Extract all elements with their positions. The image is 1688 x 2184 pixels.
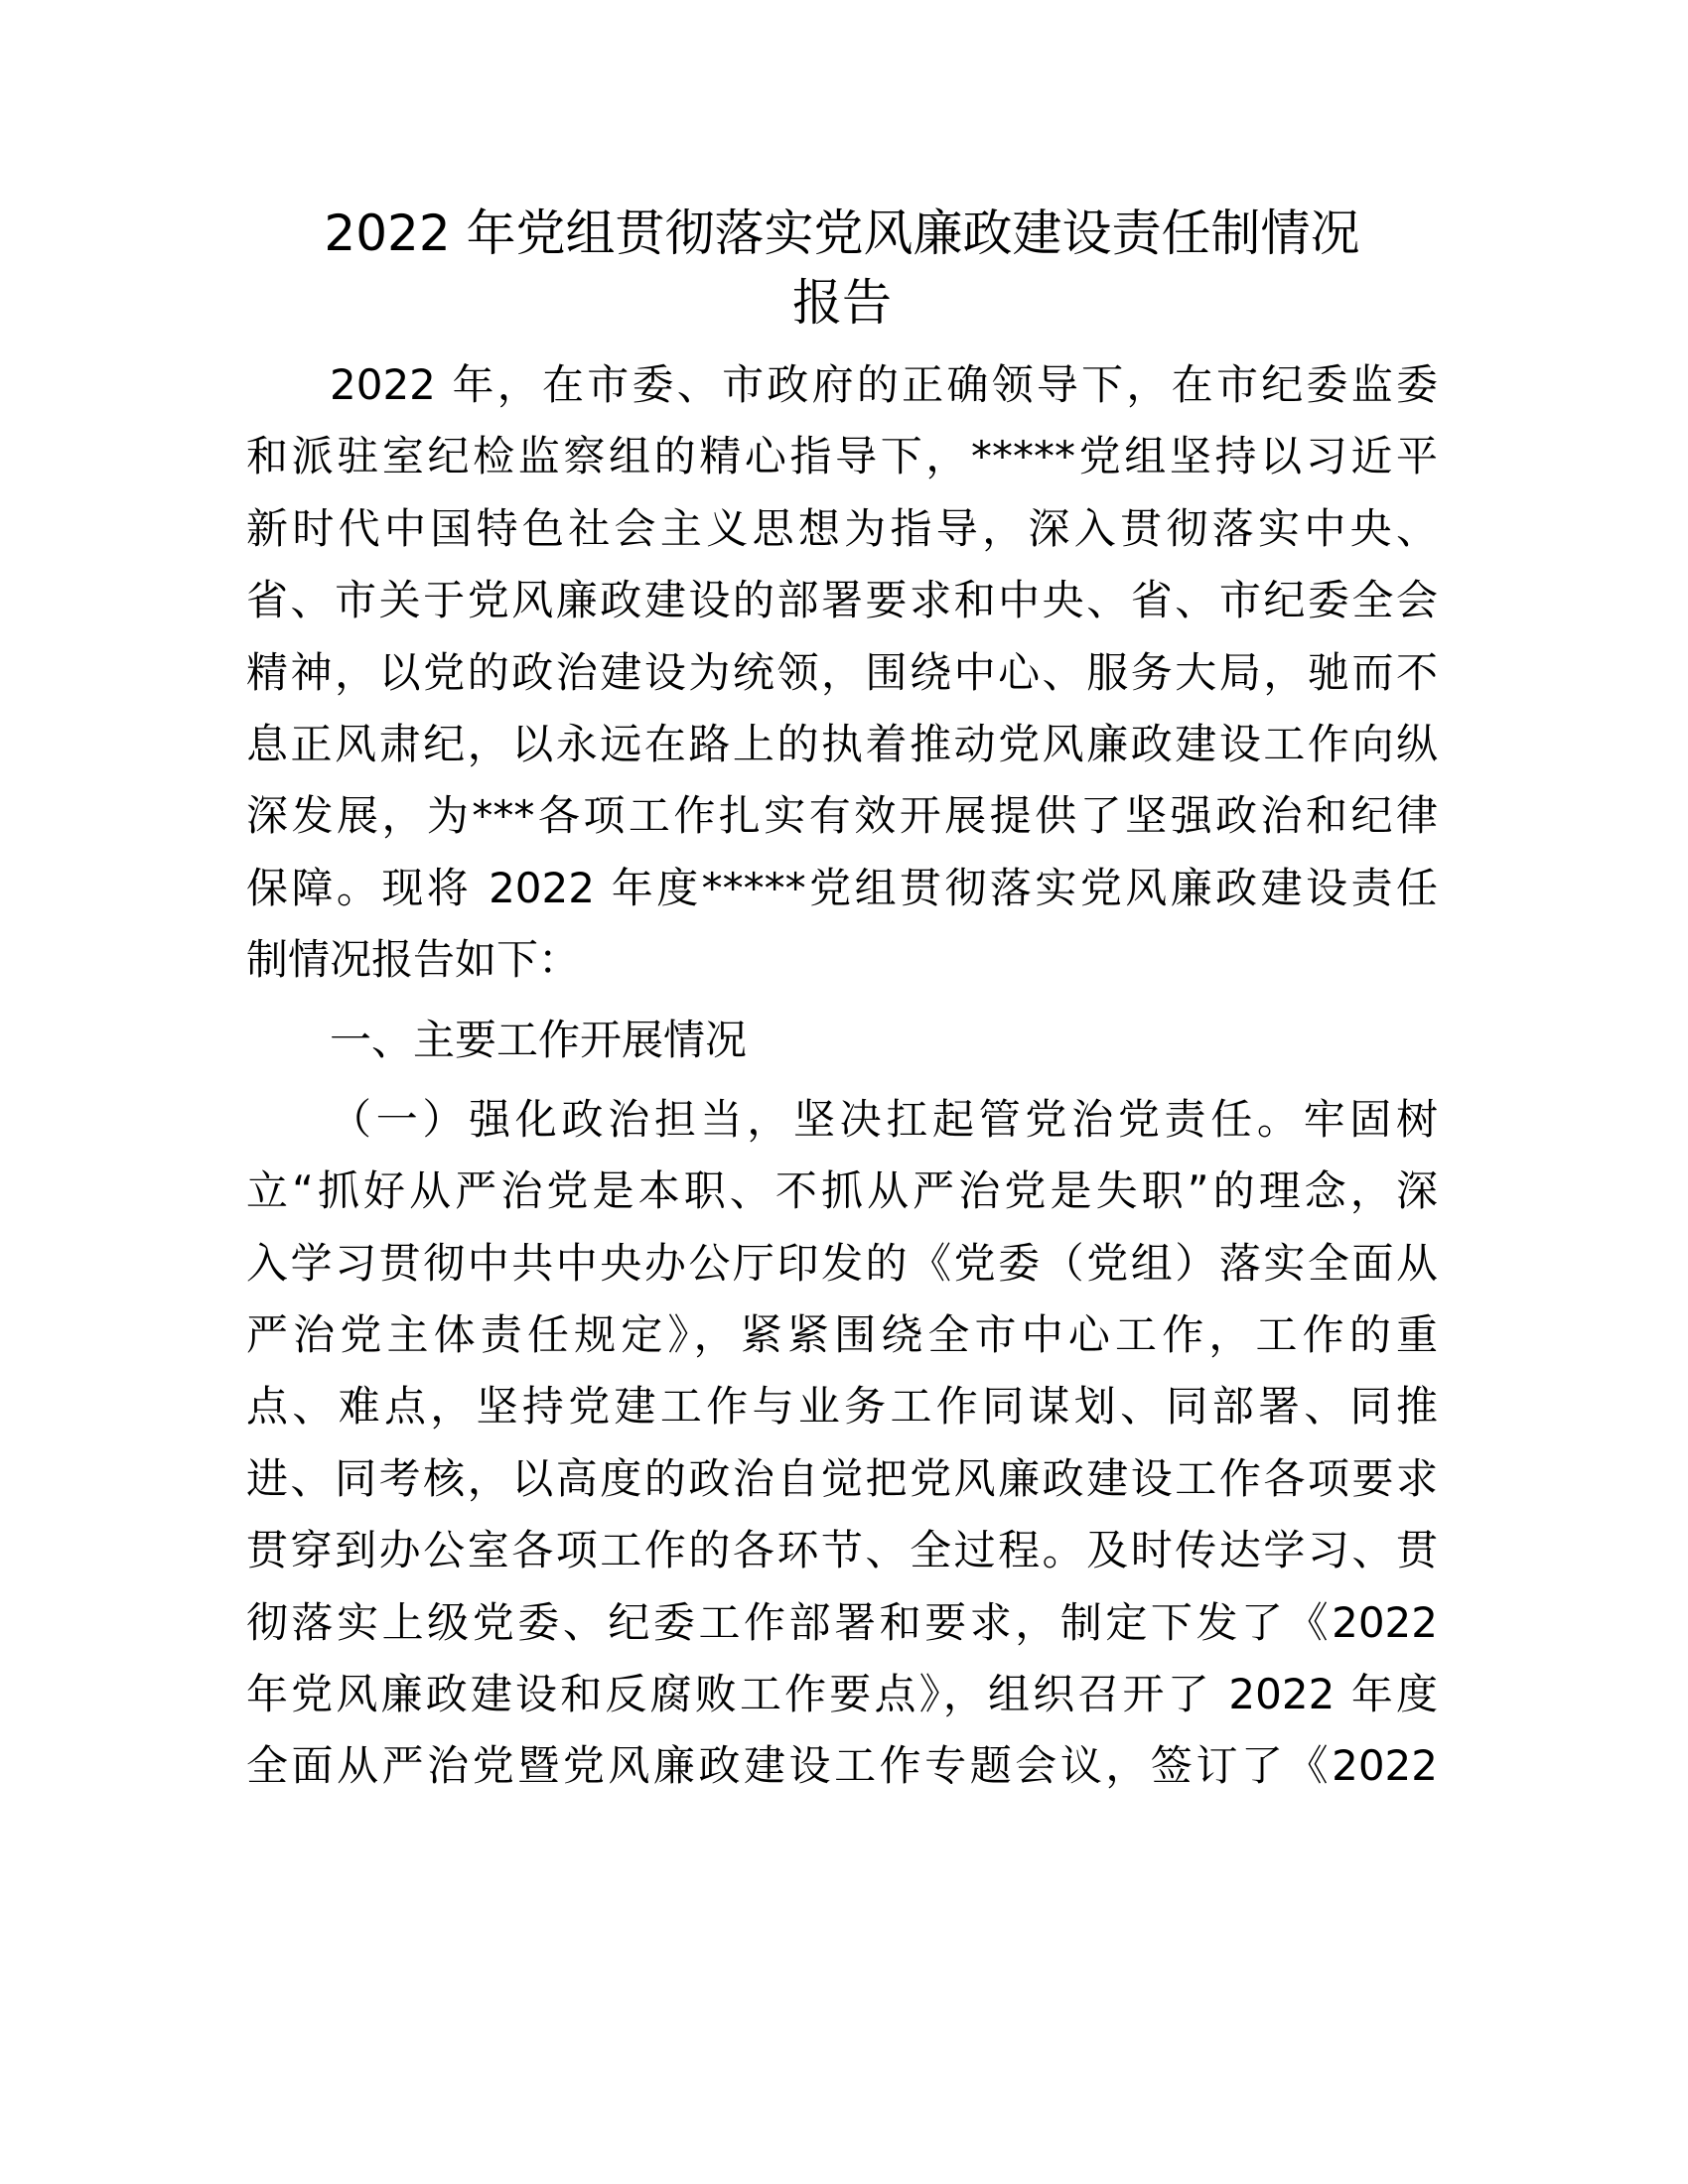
text-line: 进、同考核，以高度的政治自觉把党风廉政建设工作各项要求: [246, 1453, 1438, 1503]
text-line: 保障。现将 2022 年度*****党组贯彻落实党风廉政建设责任: [246, 863, 1438, 912]
paragraph-intro: [246, 349, 1438, 997]
text-line: 和派驻室纪检监察组的精心指导下，*****党组坚持以习近平: [246, 432, 1438, 481]
text-line: 贯穿到办公室各项工作的各环节、全过程。及时传达学习、贯: [246, 1526, 1438, 1575]
text-line: 深发展，为***各项工作扎实有效开展提供了坚强政治和纪律: [246, 791, 1438, 841]
text-line: （一）强化政治担当，坚决扛起管党治党责任。牢固树: [330, 1094, 1438, 1144]
text-line: 制情况报告如下：: [246, 935, 581, 985]
text-line: 彻落实上级党委、纪委工作部署和要求，制定下发了《2022: [246, 1597, 1438, 1647]
text-line: 2022 年，在市委、市政府的正确领导下，在市纪委监委: [330, 360, 1438, 409]
text-line: 立“抓好从严治党是本职、不抓从严治党是失职”的理念，深: [246, 1166, 1438, 1216]
title-line-2: 报告: [792, 274, 892, 332]
document-content: [246, 199, 1438, 1803]
paragraph-section1-1: [246, 1084, 1438, 1803]
document-body: [246, 349, 1438, 1803]
text-line: 点、难点，坚持党建工作与业务工作同谋划、同部署、同推: [246, 1382, 1438, 1432]
title-line-1: 2022 年党组贯彻落实党风廉政建设责任制情况: [324, 205, 1360, 262]
text-line: 新时代中国特色社会主义思想为指导，深入贯彻落实中央、: [246, 503, 1438, 553]
text-line: 年党风廉政建设和反腐败工作要点》，组织召开了 2022 年度: [246, 1670, 1438, 1719]
text-line: 全面从严治党暨党风廉政建设工作专题会议，签订了《2022: [246, 1741, 1438, 1791]
section-heading: 一、主要工作开展情况: [330, 1015, 748, 1064]
text-line: 精神，以党的政治建设为统领，围绕中心、服务大局，驰而不: [246, 647, 1438, 697]
text-line: 省、市关于党风廉政建设的部署要求和中央、省、市纪委全会: [246, 576, 1438, 625]
text-line: 息正风肃纪，以永远在路上的执着推动党风廉政建设工作向纵: [246, 719, 1438, 768]
text-line: 严治党主体责任规定》，紧紧围绕全市中心工作，工作的重: [246, 1310, 1438, 1360]
text-line: 入学习贯彻中共中央办公厅印发的《党委（党组）落实全面从: [246, 1238, 1438, 1288]
document-title: [246, 199, 1438, 338]
